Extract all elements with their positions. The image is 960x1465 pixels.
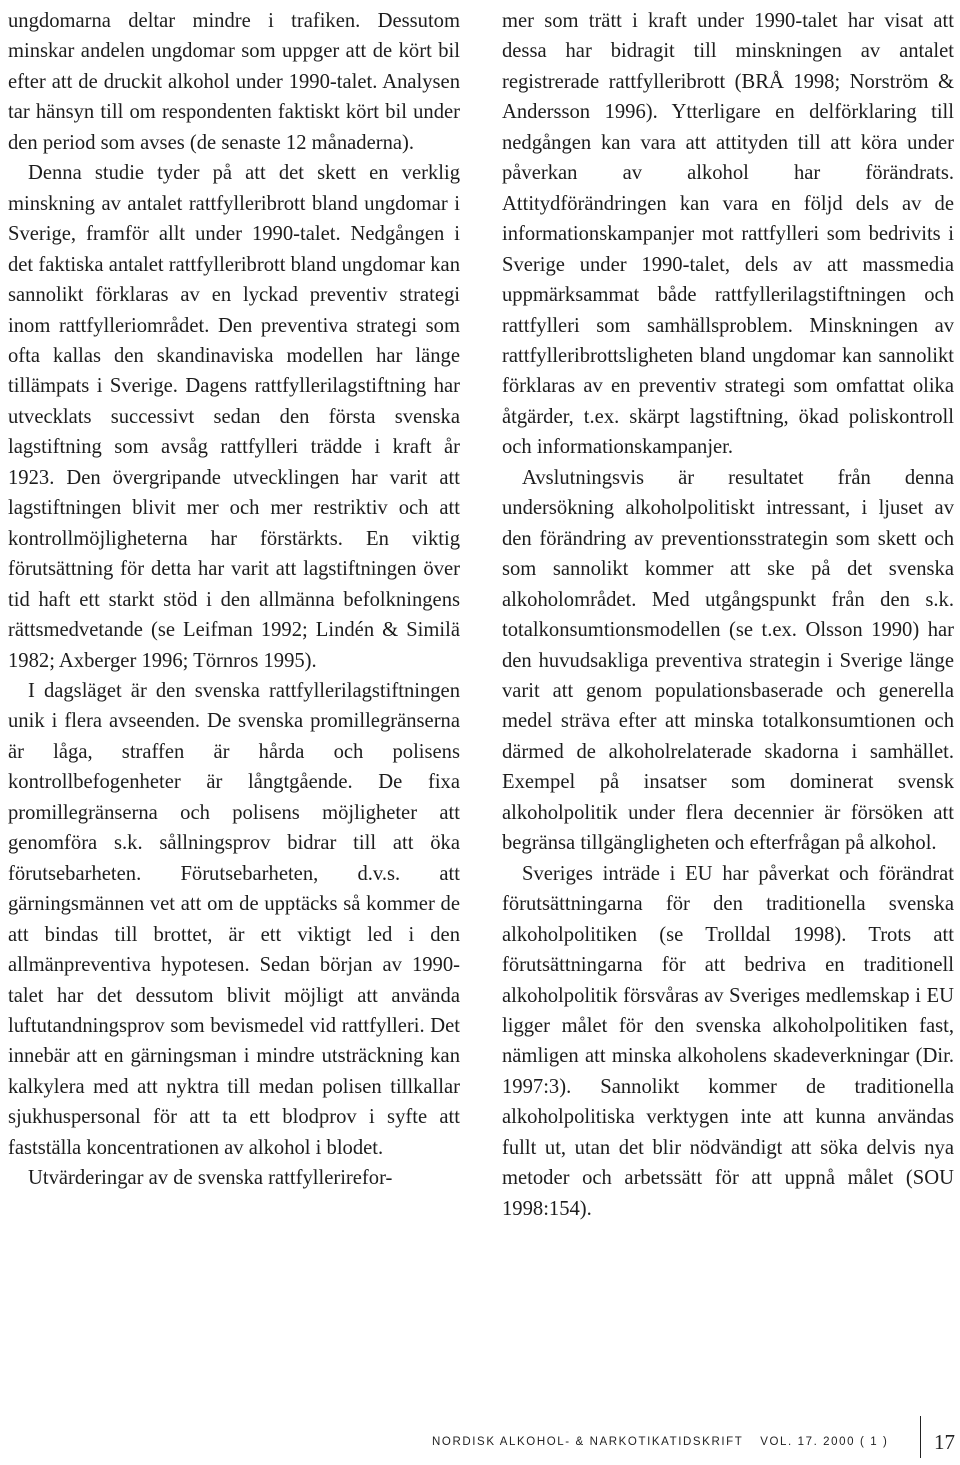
- journal-name: NORDISK ALKOHOL- & NARKOTIKATIDSKRIFT: [432, 1436, 744, 1448]
- paragraph: mer som trätt i kraft under 1990-talet har visat att dessa har bidragit till minskningen av antalet registrerade rattfylleribrott (BRÅ 1998; Norström & Andersson 1996). Ytterligare en delförklaring till nedgången kan vara att attityden till att köra under påverkan av alkohol har förändrats. Attitydförändringen kan vara en följd dels av de informationskampanjer mot rattfylleri som bedrivits i Sverige under 1990-talet, dels av att massmedia uppmärksammat både rattfyllerilagstiftningen och rattfylleri som samhällsproblem. Minskningen av rattfylleribrottsligheten bland ungdomar kan sannolikt förklaras av en preventiv strategi som omfattat olika åtgärder, t.ex. skärpt lagstiftning, ökad poliskontroll och informationskampanjer.: [502, 10, 954, 459]
- paragraph: Denna studie tyder på att det skett en verklig minskning av antalet rattfylleribrott bland ungdomar i Sverige, framför allt under 1990-talet. Nedgången i det faktiska antalet rattfylleribrott bland ungdomar kan sannolikt förklaras av en lyckad preventiv strategi inom rattfylleriområdet. Den preventiva strategi som ofta kallas den skandinaviska modellen har länge tillämpats i Sverige. Dagens rattfyllerilagstiftning har utvecklats successivt sedan den första svenska lagstiftning som avsåg rattfylleri trädde i kraft år 1923. Den övergripande utvecklingen har varit att lagstiftningen blivit mer och mer restriktiv och att kontrollmöjligheterna har förstärkts. En viktig förutsättning för detta har varit att lagstiftningen över tid haft ett starkt stöd i den allmänna befolkningens rättsmedvetande (se Leifman 1992; Lindén & Similä 1982; Axberger 1996; Törnros 1995).: [8, 162, 460, 672]
- paragraph: Sveriges inträde i EU har påverkat och förändrat förutsättningarna för den traditionella svenska alkoholpolitiken (se Trolldal 1998). Trots att förutsättningarna för att bedriva en traditionell alkoholpolitik försvåras av Sveriges medlemskap i EU ligger målet för den svenska alkoholpolitiken fast, nämligen att minska alkoholens skadeverkningar (Dir. 1997:3). Sannolikt kommer de traditionella alkoholpolitiska verktygen inte att kunna användas fullt ut, utan det blir nödvändigt att söka delvis nya metoder och arbetssätt för att uppnå målet (SOU 1998:154).: [502, 862, 954, 1220]
- paragraph: Utvärderingar av de svenska rattfyllerirefor-: [28, 1167, 393, 1190]
- page-number: 17: [934, 1430, 955, 1454]
- paragraph: Avslutningsvis är resultatet från denna undersökning alkoholpolitiskt intressant, i ljuset av den förändring av preventionsstrategin som skett och som sannolikt kommer att ske på det svenska alkoholområdet. Med utgångspunkt från den s.k. totalkonsumtionsmodellen (se t.ex. Olsson 1990) har den huvudsakliga preventiva strategin i Sverige länge varit att genom populationsbaserade och generella medel sträva efter att minska totalkonsumtionen och därmed de alkoholrelaterade skadorna i samhället. Exempel på insatser som dominerat svensk alkoholpolitik under flera decennier är försöken att begränsa tillgängligheten och efterfrågan på alkohol.: [502, 466, 954, 855]
- right-column: [502, 6, 954, 1224]
- paragraph: I dagsläget är den svenska rattfyllerilagstiftningen unik i flera avseenden. De svenska promillegränserna är låga, straffen är hårda och polisens kontrollbefogenheter är långtgående. De fixa promillegränserna och polisens möjligheter att genomföra s.k. sållningsprov bidrar till att öka förutsebarheten. Förutsebarheten, d.v.s. att gärningsmännen vet att om de upptäcks så kommer de att bindas till brottet, är ett viktigt led i den allmänpreventiva hypotesen. Sedan början av 1990-talet har det dessutom blivit möjligt att använda luftutandningsprov som bevismedel vid rattfylleri. Det innebär att en gärningsman i mindre utsträckning kan kalkylera med att nyktra till medan polisen tillkallar sjukhuspersonal för att ta ett blodprov i syfte att fastställa koncentrationen av alkohol i blodet.: [8, 679, 460, 1159]
- paragraph: ungdomarna deltar mindre i trafiken. Dessutom minskar andelen ungdomar som uppger att de kört bil efter att de druckit alkohol under 1990-talet. Analysen tar hänsyn till om respondenten faktiskt kört bil under den period som avses (de senaste 12 månaderna).: [8, 10, 460, 154]
- footer-divider: [920, 1416, 921, 1458]
- running-footer: [432, 1436, 902, 1454]
- left-column: [8, 6, 460, 1194]
- volume-info: VOL. 17. 2000 ( 1 ): [760, 1436, 889, 1448]
